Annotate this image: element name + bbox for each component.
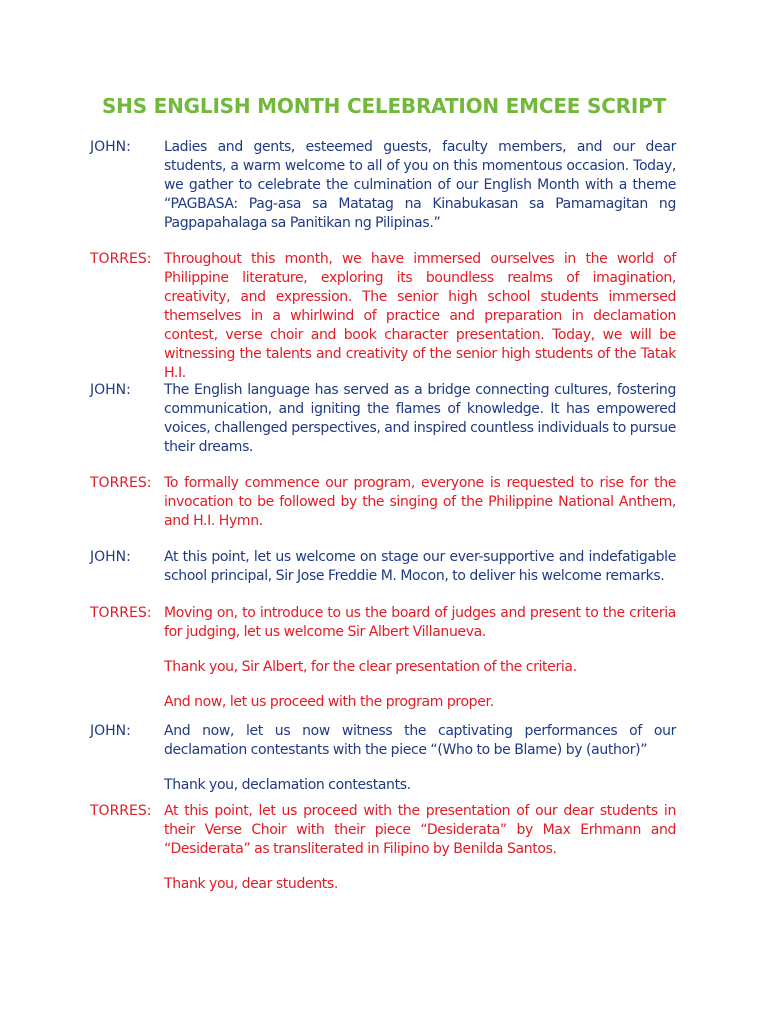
speaker-label: TORRES:: [90, 251, 152, 267]
speaker-label: JOHN:: [90, 382, 131, 398]
script-entry-john-4: [90, 722, 678, 795]
speaker-lines: [164, 722, 676, 795]
script-paragraph: Moving on, to introduce to us the board of judges and present to the criteria for judging, let us welcome Sir Albert Villanueva.: [164, 605, 676, 640]
script-entry-torres-3: [90, 604, 678, 712]
script-entry-john-3: [90, 548, 678, 586]
speaker-lines: [164, 381, 676, 457]
speaker-lines: [164, 548, 676, 586]
script-entry-torres-4: [90, 802, 678, 894]
script-paragraph: Thank you, dear students.: [164, 876, 338, 892]
script-paragraph: The English language has served as a bridge connecting cultures, fostering communication, and igniting the flames of knowledge. It has empowered voices, challenged perspectives, and inspired countless individuals to pursue their dreams.: [164, 382, 676, 455]
script-paragraph: Thank you, Sir Albert, for the clear presentation of the criteria.: [164, 659, 577, 675]
script-paragraph: And now, let us now witness the captivating performances of our declamation contestants with the piece “(Who to be Blame) by (author)”: [164, 723, 676, 758]
script-entry-torres-1: [90, 250, 678, 383]
script-paragraph: And now, let us proceed with the program proper.: [164, 694, 494, 710]
speaker-label: TORRES:: [90, 803, 152, 819]
script-paragraph: At this point, let us welcome on stage our ever-supportive and indefatigable school principal, Sir Jose Freddie M. Mocon, to deliver his welcome remarks.: [164, 549, 676, 584]
script-paragraph: Thank you, declamation contestants.: [164, 777, 411, 793]
speaker-lines: [164, 802, 676, 894]
speaker-label: JOHN:: [90, 723, 131, 739]
script-paragraph: To formally commence our program, everyone is requested to rise for the invocation to be followed by the singing of the Philippine National Anthem, and H.I. Hymn.: [164, 475, 676, 529]
script-paragraph: Ladies and gents, esteemed guests, faculty members, and our dear students, a warm welcome to all of you on this momentous occasion. Today, we gather to celebrate the culmination of our English Month with a theme “PAGBASA: Pag-asa sa Matatag na Kinabukasan sa Pamamagitan ng Pagpapahalaga sa Panitikan ng Pilipinas.”: [164, 139, 676, 231]
script-paragraph: Throughout this month, we have immersed ourselves in the world of Philippine literature, exploring its boundless realms of imagination, creativity, and expression. The senior high school students immersed themselves in a whirlwind of practice and preparation in declamation contest, verse choir and book character presentation. Today, we will be witnessing the talents and creativity of the senior high students of the Tatak H.I.: [164, 251, 676, 381]
speaker-lines: [164, 250, 676, 383]
script-entry-torres-2: [90, 474, 678, 531]
speaker-lines: [164, 474, 676, 531]
page-title: SHS ENGLISH MONTH CELEBRATION EMCEE SCRIPT: [101, 94, 667, 118]
speaker-label: TORRES:: [90, 605, 152, 621]
script-entry-john-2: [90, 381, 678, 457]
speaker-lines: [164, 604, 676, 712]
speaker-label: TORRES:: [90, 475, 152, 491]
speaker-label: JOHN:: [90, 139, 131, 155]
speaker-lines: [164, 138, 676, 233]
script-entry-john-1: [90, 138, 678, 233]
speaker-label: JOHN:: [90, 549, 131, 565]
script-paragraph: At this point, let us proceed with the presentation of our dear students in their Verse Choir with their piece “Desiderata” by Max Erhmann and “Desiderata” as transliterated in Filipino by Benilda Santos.: [164, 803, 676, 857]
